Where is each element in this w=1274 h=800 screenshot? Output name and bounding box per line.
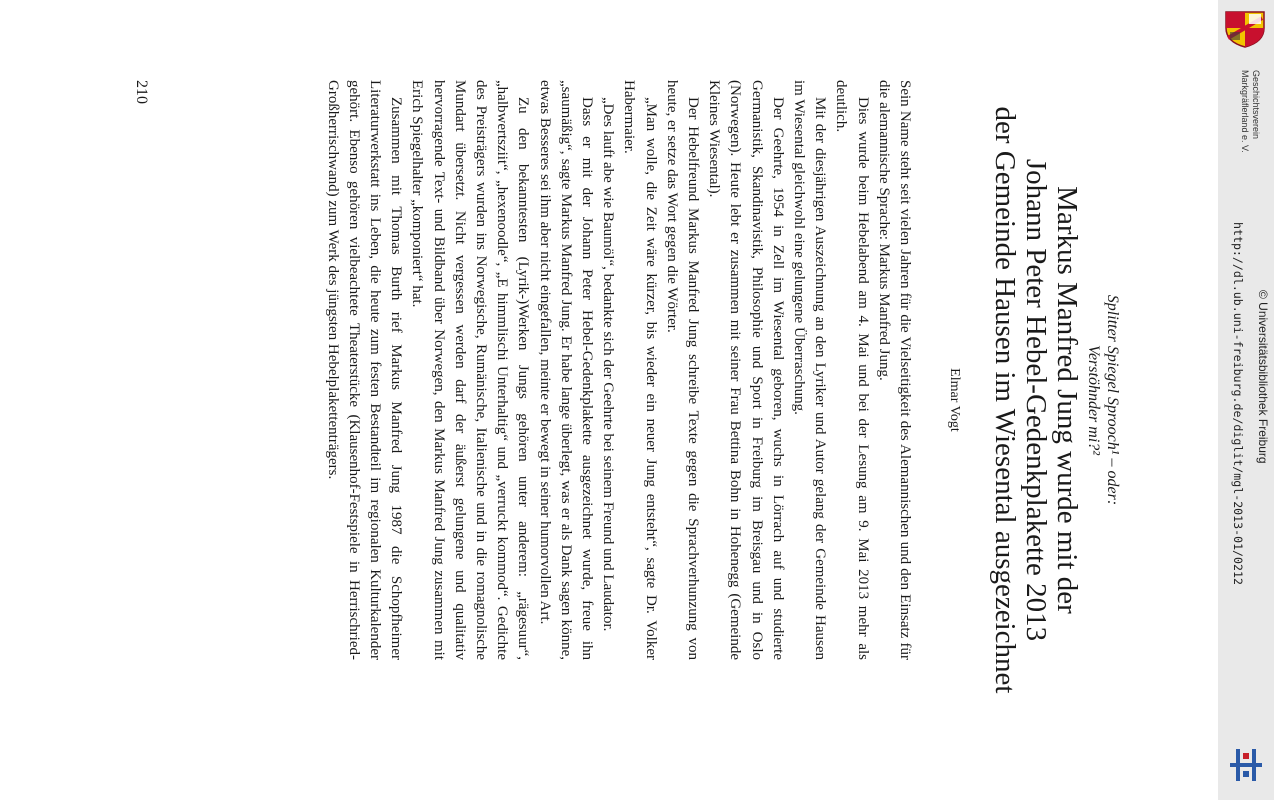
header-line-1: Splitter Spiegel Sprooch¹ – oder: bbox=[1104, 294, 1121, 506]
paragraph: Dass er mit der Johann Peter Hebel-Gedenkplakette ausgezeichnet wurde, freue ihn „saumäßig“, sagte Markus Manfred Jung. Er habe lange überlegt, was er als Dank sagen könne, etwas Besseres sei ihm aber nicht eingefallen, meinte er bewegt in seiner humorvollen Art. bbox=[536, 80, 595, 660]
title-line-1: Markus Manfred Jung wurde mit der bbox=[1051, 186, 1083, 614]
author-name: Elmar Vogt bbox=[947, 368, 962, 432]
coat-of-arms-icon bbox=[1222, 8, 1268, 48]
title-line-2: Johann Peter Hebel-Gedenkplakette 2013 bbox=[1020, 158, 1052, 642]
document-url[interactable]: http://dl.ub.uni-freiburg.de/diglit/mgl-2013-01/0212 bbox=[1231, 222, 1245, 585]
paragraph: Dies wurde beim Hebelabend am 4. Mai und bei der Lesung am 9. Mai 2013 mehr als deutlich. bbox=[833, 80, 871, 660]
paragraph: Der Hebelfreund Markus Manfred Jung schreibe Texte gegen die Sprachverhunzung von heute, er setze das Wort gegen die Wörter. bbox=[663, 80, 701, 660]
library-copyright: © Universitätsbibliothek Freiburg bbox=[1256, 290, 1270, 464]
society-name: Geschichtsverein Markgräflerland e. V. bbox=[1240, 70, 1261, 153]
running-header bbox=[1084, 40, 1122, 760]
paragraph: Der Geehrte, 1954 in Zell im Wiesental geboren, wuchs in Lörrach auf und studierte Germanistik, Skandinavistik, Philosophie und Sport in Freiburg im Breisgau und in Oslo (Norwegen). Heute lebt er zusammen mit seiner Frau Bettina Bohn in Hohenegg (Gemeinde Kleines Wiesental). bbox=[706, 80, 786, 660]
paragraph: Zusammen mit Thomas Burth rief Markus Manfred Jung 1987 die Schopfheimer Literaturwerkstatt ins Leben, die heute zum festen Bestandteil im regionalen Kulturkalender gehört. Ebenso gehören vielbeachtete Theaterstücke (Klausenhof-Festspiele in Herrischried-Großherrischwand) zum Werk des jüngsten Hebelplakettenträgers. bbox=[324, 80, 405, 660]
page-number: 210 bbox=[133, 80, 150, 104]
paragraph: „Des lauft abe wie Baumöl“, bedankte sich der Geehrte bei seinem Freund und Laudator. bbox=[600, 97, 617, 632]
ub-freiburg-logo-icon bbox=[1226, 745, 1266, 785]
rotated-article bbox=[100, 40, 1150, 760]
header-line-2: Verstöhnder mi?² bbox=[1085, 344, 1102, 456]
paragraph: Zu den bekanntesten (Lyrik-)Werken Jungs gehören unter anderem: „rägesuur“, „halbwertsziit“, „hexenoodle“, „E himmlischi Unterhaltig“ und „verruckt kommod“. Gedichte des Preisträgers wurden ins Norwegische, Rumänische, Italienische und in die romagnolische Mundart übersetzt. Nicht vergessen werden darf der äußerst gelungene und qualitativ hervorragende Text- und Bildband über Norwegen, den Markus Manfred Jung zusammen mit Erich Spiegelhalter „komponiert“ hat. bbox=[409, 80, 532, 660]
title-line-3: der Gemeinde Hausen im Wiesental ausgezeichnet bbox=[989, 106, 1021, 694]
paragraph: Mit der diesjährigen Auszeichnung an den Lyriker und Autor gelang der Gemeinde Hausen im Wiesental gleichwohl eine gelungene Überraschung. bbox=[790, 80, 829, 660]
paragraph: Sein Name steht seit vielen Jahren für die Vielseitigkeit des Alemannischen und den Einsatz für die alemannische Sprache: Markus Manfred Jung. bbox=[875, 80, 913, 660]
article-body bbox=[321, 80, 915, 660]
paragraph: „Man wolle, die Zeit wäre kürzer, bis wieder ein neuer Jung entsteht“, sagte Dr. Volker Habermaier. bbox=[621, 80, 659, 660]
article-title bbox=[989, 40, 1082, 760]
